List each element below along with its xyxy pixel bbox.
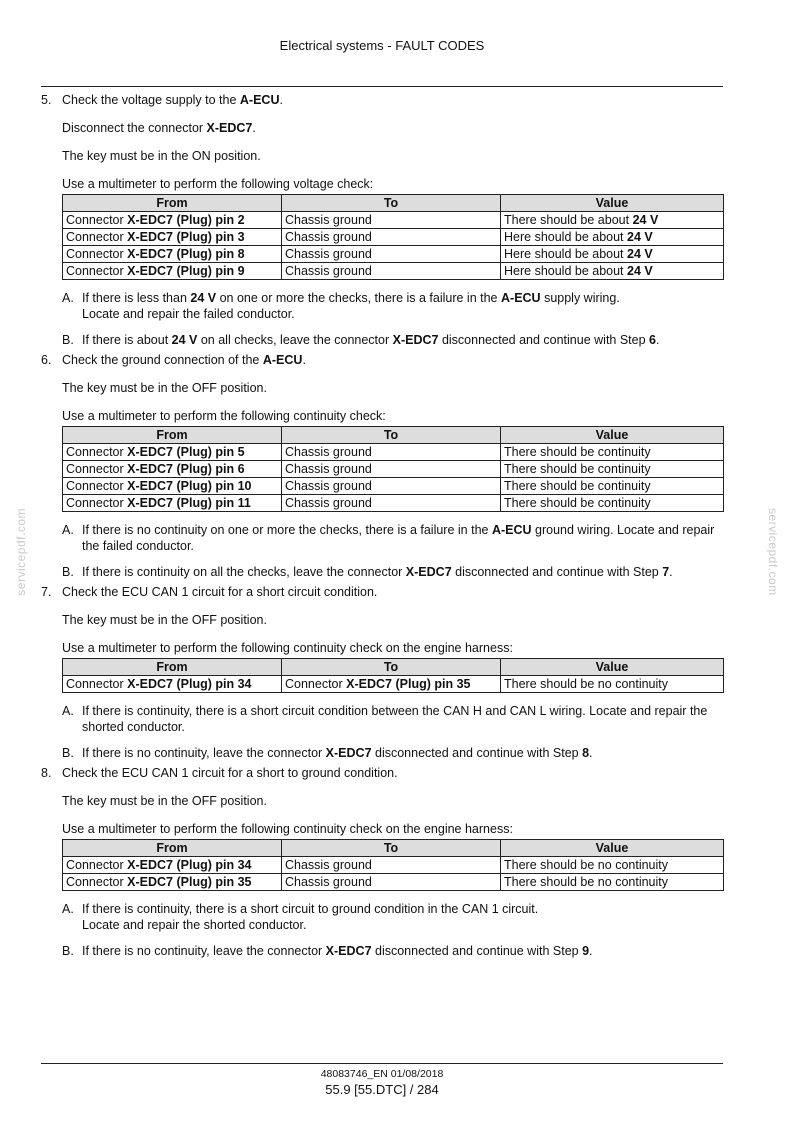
step-intro: Check the voltage supply to the A-ECU.: [62, 93, 283, 107]
table-row: [63, 229, 724, 246]
cell-value: Here should be about 24 V: [501, 246, 724, 263]
step-use: Use a multimeter to perform the following voltage check:: [62, 177, 374, 191]
cell-to: Chassis ground: [282, 495, 501, 512]
step-7: [41, 584, 723, 761]
step-intro: Check the ground connection of the A-ECU.: [62, 353, 306, 367]
cell-value: There should be about 24 V: [501, 212, 724, 229]
col-to: To: [282, 195, 501, 212]
check-table: [62, 426, 724, 512]
page-header: Electrical systems - FAULT CODES: [279, 38, 485, 53]
col-from: From: [63, 659, 282, 676]
step-8: [41, 765, 723, 959]
watermark-left: servicepdf.com: [14, 508, 28, 596]
step-intro: Check the ECU CAN 1 circuit for a short circuit condition.: [62, 585, 378, 599]
step-use: Use a multimeter to perform the following continuity check on the engine harness:: [62, 822, 513, 836]
col-to: To: [282, 427, 501, 444]
cell-from: Connector X-EDC7 (Plug) pin 6: [63, 461, 282, 478]
step-number: 8.: [41, 766, 52, 780]
cell-value: Here should be about 24 V: [501, 229, 724, 246]
table-row: [63, 676, 724, 693]
header-rule: [41, 86, 723, 87]
cell-to: Chassis ground: [282, 263, 501, 280]
cell-to: Chassis ground: [282, 246, 501, 263]
table-header-row: [63, 659, 724, 676]
step-use: Use a multimeter to perform the following continuity check:: [62, 409, 386, 423]
check-table: [62, 839, 724, 891]
substep-a: A. If there is less than 24 V on one or more the checks, there is a failure in the A-ECU supply wiring. Locate and repair the failed conductor.: [62, 291, 620, 321]
cell-value: There should be no continuity: [501, 676, 724, 693]
footer-rule: [41, 1063, 723, 1064]
table-header-row: [63, 427, 724, 444]
cell-from: Connector X-EDC7 (Plug) pin 9: [63, 263, 282, 280]
cell-from: Connector X-EDC7 (Plug) pin 5: [63, 444, 282, 461]
cell-to: Chassis ground: [282, 874, 501, 891]
step-key: The key must be in the OFF position.: [62, 381, 267, 395]
col-value: Value: [501, 427, 724, 444]
step-number: 5.: [41, 93, 52, 107]
substep-a: A. If there is continuity, there is a short circuit condition between the CAN H and CAN L wiring. Locate and repair the shorted conductor.: [62, 704, 708, 734]
cell-to: Chassis ground: [282, 857, 501, 874]
cell-from: Connector X-EDC7 (Plug) pin 35: [63, 874, 282, 891]
table-row: [63, 495, 724, 512]
table-row: [63, 263, 724, 280]
substep-b: B. If there is continuity on all the checks, leave the connector X-EDC7 disconnected and continue with Step 7.: [62, 565, 673, 579]
check-table: [62, 194, 724, 280]
table-row: [63, 874, 724, 891]
cell-to: Chassis ground: [282, 444, 501, 461]
cell-value: There should be no continuity: [501, 857, 724, 874]
col-from: From: [63, 427, 282, 444]
step-6: [41, 352, 723, 580]
col-value: Value: [501, 840, 724, 857]
cell-to: Chassis ground: [282, 229, 501, 246]
cell-value: There should be continuity: [501, 461, 724, 478]
col-to: To: [282, 659, 501, 676]
cell-value: There should be continuity: [501, 495, 724, 512]
col-from: From: [63, 195, 282, 212]
table-header-row: [63, 195, 724, 212]
step-5: [41, 92, 723, 348]
substep-b: B. If there is no continuity, leave the connector X-EDC7 disconnected and continue with Step 9.: [62, 944, 593, 958]
substep-b: B. If there is about 24 V on all checks, leave the connector X-EDC7 disconnected and continue with Step 6.: [62, 333, 660, 347]
col-value: Value: [501, 659, 724, 676]
cell-value: Here should be about 24 V: [501, 263, 724, 280]
table-row: [63, 246, 724, 263]
step-disconnect: Disconnect the connector X-EDC7.: [62, 121, 256, 135]
cell-value: There should be continuity: [501, 478, 724, 495]
cell-value: There should be continuity: [501, 444, 724, 461]
step-intro: Check the ECU CAN 1 circuit for a short to ground condition.: [62, 766, 398, 780]
table-row: [63, 212, 724, 229]
watermark-right: servicepdf.com: [766, 508, 780, 596]
substep-a: A. If there is no continuity on one or more the checks, there is a failure in the A-ECU ground wiring. Locate and repair the failed conductor.: [62, 523, 715, 553]
cell-to: Chassis ground: [282, 212, 501, 229]
footer-page-number: 55.9 [55.DTC] / 284: [325, 1082, 439, 1097]
cell-to: Chassis ground: [282, 478, 501, 495]
table-row: [63, 461, 724, 478]
step-number: 6.: [41, 353, 52, 367]
col-from: From: [63, 840, 282, 857]
table-row: [63, 444, 724, 461]
cell-from: Connector X-EDC7 (Plug) pin 34: [63, 676, 282, 693]
cell-from: Connector X-EDC7 (Plug) pin 3: [63, 229, 282, 246]
cell-from: Connector X-EDC7 (Plug) pin 10: [63, 478, 282, 495]
step-use: Use a multimeter to perform the following continuity check on the engine harness:: [62, 641, 513, 655]
cell-from: Connector X-EDC7 (Plug) pin 2: [63, 212, 282, 229]
cell-from: Connector X-EDC7 (Plug) pin 11: [63, 495, 282, 512]
table-header-row: [63, 840, 724, 857]
step-number: 7.: [41, 585, 52, 599]
cell-to: Chassis ground: [282, 461, 501, 478]
cell-from: Connector X-EDC7 (Plug) pin 34: [63, 857, 282, 874]
substep-b: B. If there is no continuity, leave the connector X-EDC7 disconnected and continue with Step 8.: [62, 746, 593, 760]
footer-doc-id: 48083746_EN 01/08/2018: [320, 1068, 444, 1080]
col-value: Value: [501, 195, 724, 212]
step-key: The key must be in the ON position.: [62, 149, 261, 163]
check-table: [62, 658, 724, 693]
cell-value: There should be no continuity: [501, 874, 724, 891]
step-key: The key must be in the OFF position.: [62, 794, 267, 808]
table-row: [63, 857, 724, 874]
step-key: The key must be in the OFF position.: [62, 613, 267, 627]
table-row: [63, 478, 724, 495]
cell-to: Connector X-EDC7 (Plug) pin 35: [282, 676, 501, 693]
substep-a: A. If there is continuity, there is a short circuit to ground condition in the CAN 1 circuit. Locate and repair the shorted conductor.: [62, 902, 539, 932]
page-content: [41, 92, 723, 963]
col-to: To: [282, 840, 501, 857]
cell-from: Connector X-EDC7 (Plug) pin 8: [63, 246, 282, 263]
